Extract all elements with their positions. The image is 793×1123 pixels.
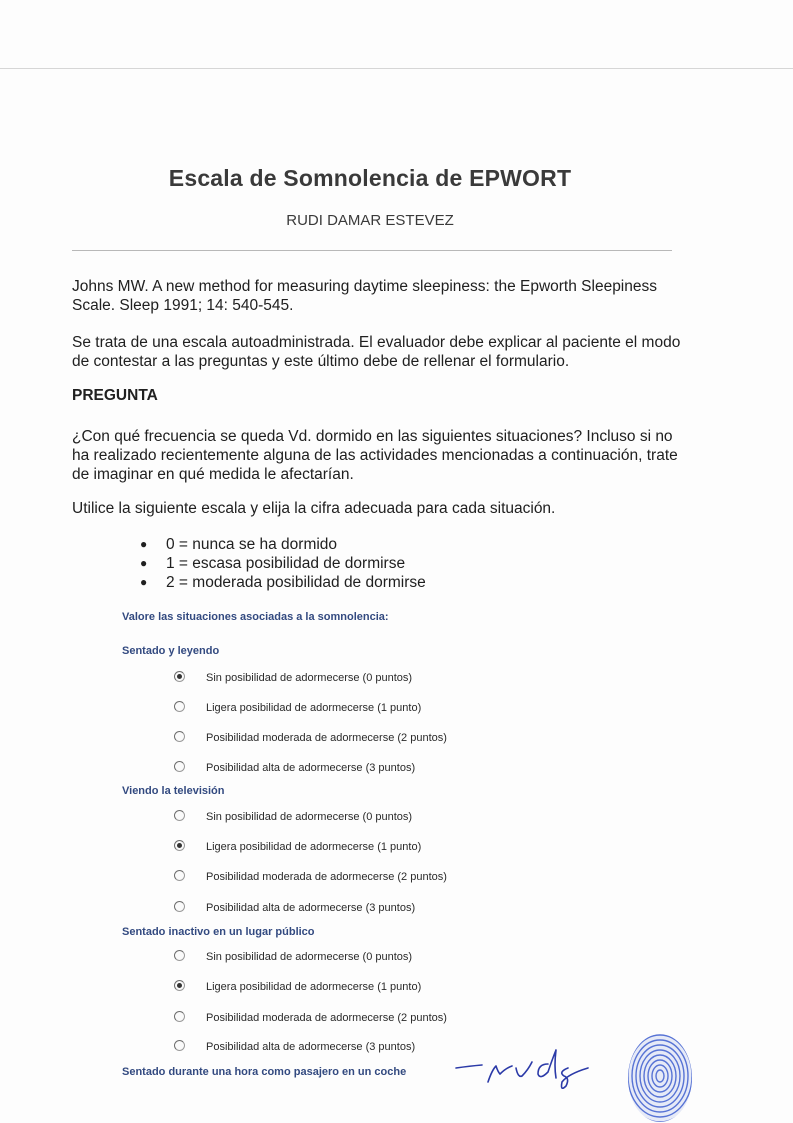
option-row[interactable]: Posibilidad moderada de adormecerse (2 puntos) <box>174 731 447 744</box>
question-paragraph: ¿Con qué frecuencia se queda Vd. dormido en las siguientes situaciones? Incluso si no ha realizado recientemente alguna de las actividades mencionadas a continuación, trate de imaginar en qué medida le afectarían. <box>72 428 678 483</box>
radio-button[interactable] <box>174 701 185 712</box>
radio-button[interactable] <box>174 980 185 991</box>
handwritten-signature <box>452 1046 602 1096</box>
radio-button[interactable] <box>174 870 185 881</box>
scale-item: ● 1 = escasa posibilidad de dormirse <box>140 555 406 572</box>
bullet-icon: ● <box>140 556 148 570</box>
reference-paragraph: Johns MW. A new method for measuring daytime sleepiness: the Epworth Sleepiness Scale. Sleep 1991; 14: 540-545. <box>72 278 657 314</box>
radio-button[interactable] <box>174 1011 185 1022</box>
option-row[interactable]: Posibilidad alta de adormecerse (3 puntos) <box>174 761 415 774</box>
bullet-icon: ● <box>140 575 148 589</box>
scale-item: ● 0 = nunca se ha dormido <box>140 536 338 553</box>
radio-button[interactable] <box>174 810 185 821</box>
option-row[interactable]: Posibilidad alta de adormecerse (3 puntos) <box>174 901 415 914</box>
radio-button[interactable] <box>174 1040 185 1051</box>
title-divider <box>72 250 672 251</box>
bullet-icon: ● <box>140 537 148 551</box>
section-pasajero-coche: Sentado durante una hora como pasajero en un coche <box>122 1066 407 1078</box>
option-row[interactable]: Ligera posibilidad de adormecerse (1 punto) <box>174 840 421 853</box>
radio-button[interactable] <box>174 840 185 851</box>
radio-button[interactable] <box>174 950 185 961</box>
section-inactivo-lugar-publico: Sentado inactivo en un lugar público <box>122 926 315 938</box>
option-row[interactable]: Ligera posibilidad de adormecerse (1 punto) <box>174 701 421 714</box>
instruction-paragraph: Utilice la siguiente escala y elija la cifra adecuada para cada situación. <box>72 500 556 517</box>
option-row[interactable]: Sin posibilidad de adormecerse (0 puntos) <box>174 810 412 823</box>
radio-button[interactable] <box>174 731 185 742</box>
question-heading: PREGUNTA <box>72 387 158 404</box>
page-top-border <box>0 68 793 69</box>
option-row[interactable]: Sin posibilidad de adormecerse (0 puntos) <box>174 671 412 684</box>
radio-button[interactable] <box>174 761 185 772</box>
radio-button[interactable] <box>174 901 185 912</box>
scale-list <box>140 535 426 592</box>
option-row[interactable]: Posibilidad moderada de adormecerse (2 puntos) <box>174 1011 447 1024</box>
radio-button[interactable] <box>174 671 185 682</box>
section-viendo-television: Viendo la televisión <box>122 785 225 797</box>
document-author: RUDI DAMAR ESTEVEZ <box>286 212 454 229</box>
scale-item: ● 2 = moderada posibilidad de dormirse <box>140 574 426 591</box>
form-title: Valore las situaciones asociadas a la somnolencia: <box>122 611 389 623</box>
section-sentado-leyendo: Sentado y leyendo <box>122 645 220 657</box>
option-row[interactable]: Ligera posibilidad de adormecerse (1 punto) <box>174 980 421 993</box>
option-row[interactable]: Posibilidad moderada de adormecerse (2 puntos) <box>174 870 447 883</box>
option-row[interactable]: Sin posibilidad de adormecerse (0 puntos) <box>174 950 412 963</box>
option-row[interactable]: Posibilidad alta de adormecerse (3 puntos) <box>174 1040 415 1053</box>
fingerprint-icon <box>620 1028 700 1123</box>
document-title: Escala de Somnolencia de EPWORT <box>168 165 572 191</box>
intro-paragraph: Se trata de una escala autoadministrada. El evaluador debe explicar al paciente el modo de contestar a las preguntas y este último debe de rellenar el formulario. <box>72 334 681 370</box>
